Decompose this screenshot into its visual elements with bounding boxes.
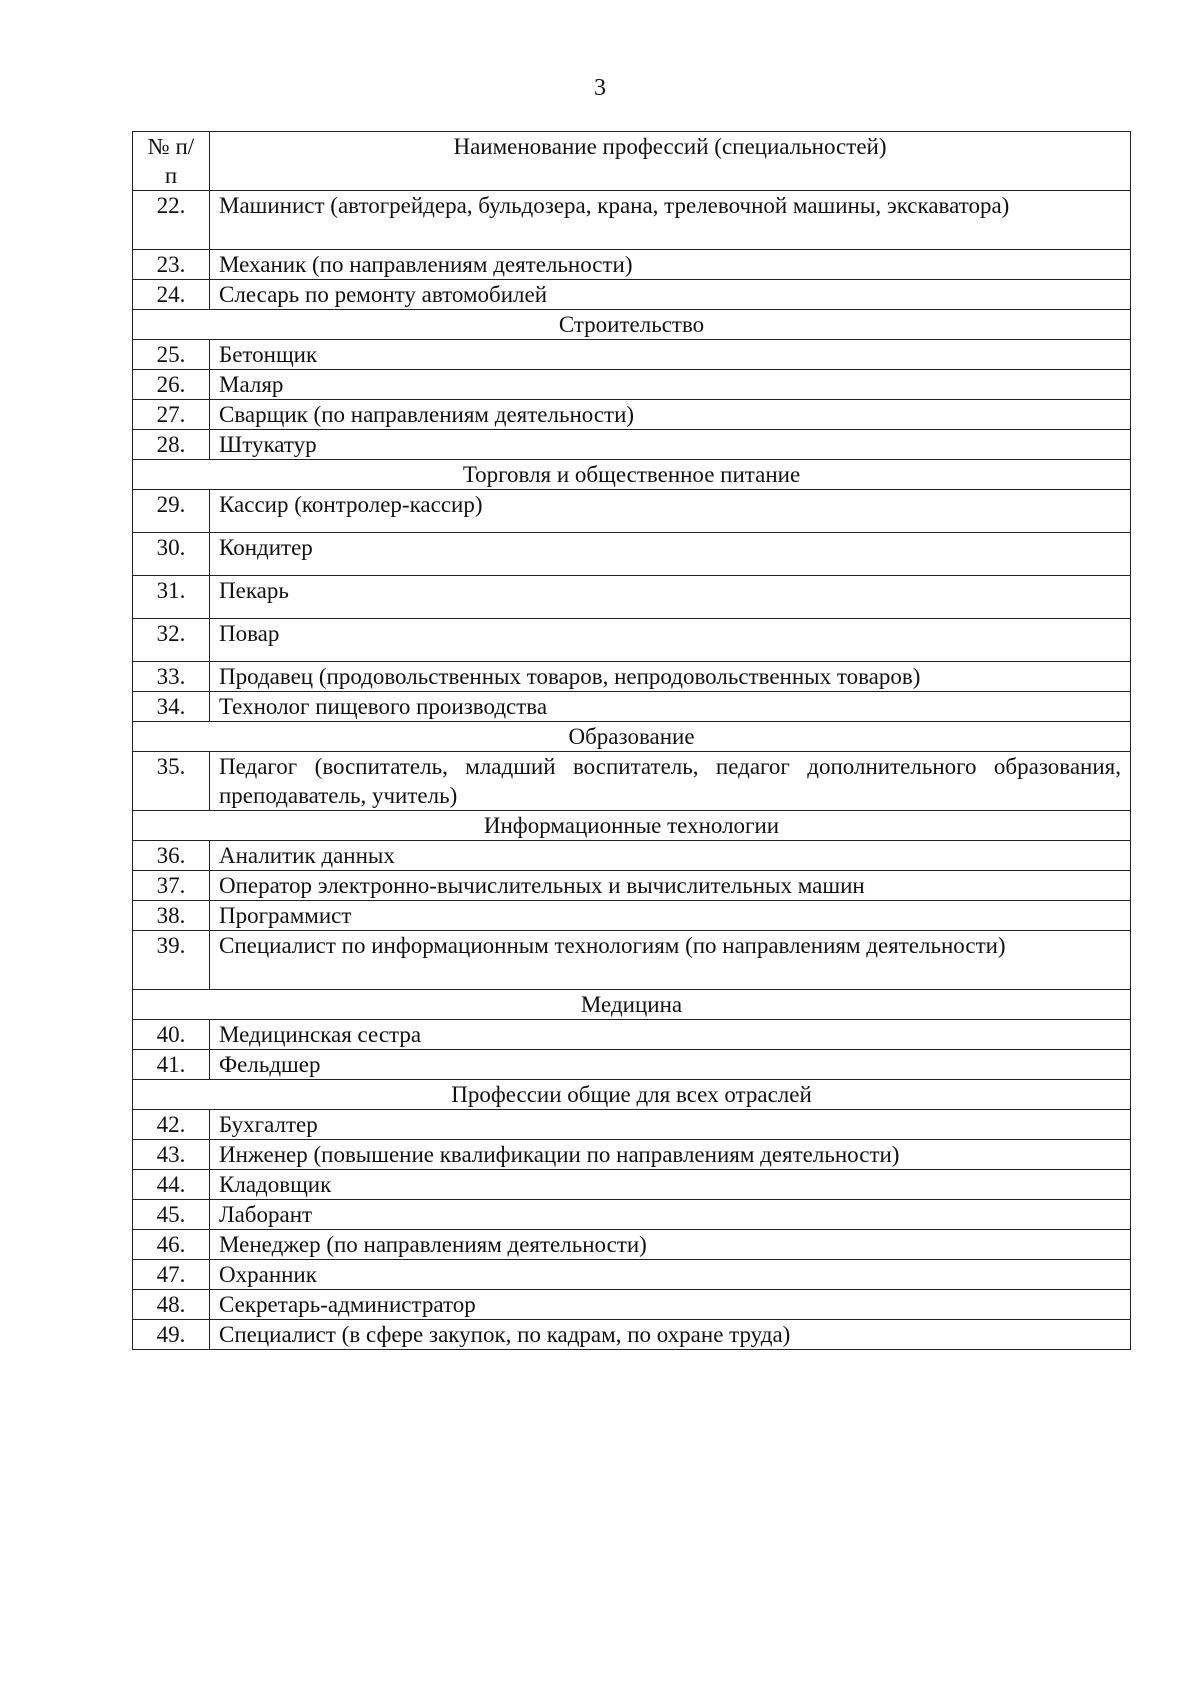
- row-profession: Оператор электронно-вычислительных и вычислительных машин: [210, 871, 1131, 901]
- row-number: 35.: [133, 752, 210, 811]
- table-row: [133, 370, 1131, 400]
- section-row: [133, 1080, 1131, 1110]
- row-profession: Секретарь-администратор: [210, 1290, 1131, 1320]
- table-row: [133, 533, 1131, 576]
- table-row: [133, 662, 1131, 692]
- row-number: 24.: [133, 280, 210, 310]
- table-row: [133, 1170, 1131, 1200]
- row-number: 42.: [133, 1110, 210, 1140]
- row-number: 33.: [133, 662, 210, 692]
- table-row: [133, 692, 1131, 722]
- row-number: 29.: [133, 490, 210, 533]
- row-profession: Слесарь по ремонту автомобилей: [210, 280, 1131, 310]
- row-number: 25.: [133, 340, 210, 370]
- row-number: 41.: [133, 1050, 210, 1080]
- row-profession: Кондитер: [210, 533, 1131, 576]
- table-row: [133, 901, 1131, 931]
- row-profession: Бетонщик: [210, 340, 1131, 370]
- row-profession: Программист: [210, 901, 1131, 931]
- row-profession: Лаборант: [210, 1200, 1131, 1230]
- table-row: [133, 1140, 1131, 1170]
- table-row: [133, 490, 1131, 533]
- row-number: 23.: [133, 250, 210, 280]
- table-row: [133, 280, 1131, 310]
- section-heading: Профессии общие для всех отраслей: [133, 1080, 1131, 1110]
- table-row: [133, 619, 1131, 662]
- row-number: 28.: [133, 430, 210, 460]
- row-profession: Сварщик (по направлениям деятельности): [210, 400, 1131, 430]
- table-row: [133, 1110, 1131, 1140]
- row-profession: Специалист по информационным технологиям (по направлениям деятельности): [210, 931, 1131, 990]
- row-number: 46.: [133, 1230, 210, 1260]
- table-row: [133, 250, 1131, 280]
- row-profession: Охранник: [210, 1260, 1131, 1290]
- section-heading: Торговля и общественное питание: [133, 460, 1131, 490]
- row-profession: Машинист (автогрейдера, бульдозера, крана, трелевочной машины, экскаватора): [210, 191, 1131, 250]
- row-number: 43.: [133, 1140, 210, 1170]
- row-profession: Аналитик данных: [210, 841, 1131, 871]
- row-profession: Механик (по направлениям деятельности): [210, 250, 1131, 280]
- row-profession: Продавец (продовольственных товаров, непродовольственных товаров): [210, 662, 1131, 692]
- row-profession: Повар: [210, 619, 1131, 662]
- table-row: [133, 430, 1131, 460]
- section-row: [133, 811, 1131, 841]
- row-number: 38.: [133, 901, 210, 931]
- table-row: [133, 1320, 1131, 1350]
- row-profession: Менеджер (по направлениям деятельности): [210, 1230, 1131, 1260]
- row-profession: Специалист (в сфере закупок, по кадрам, по охране труда): [210, 1320, 1131, 1350]
- table-row: [133, 1200, 1131, 1230]
- table-row: [133, 340, 1131, 370]
- row-profession: Маляр: [210, 370, 1131, 400]
- section-row: [133, 722, 1131, 752]
- row-number: 44.: [133, 1170, 210, 1200]
- table-row: [133, 1290, 1131, 1320]
- row-profession: Фельдшер: [210, 1050, 1131, 1080]
- professions-table: [132, 131, 1131, 1350]
- row-number: 27.: [133, 400, 210, 430]
- section-row: [133, 460, 1131, 490]
- section-heading: Строительство: [133, 310, 1131, 340]
- table-row: [133, 400, 1131, 430]
- row-number: 49.: [133, 1320, 210, 1350]
- table-row: [133, 931, 1131, 990]
- header-name: Наименование профессий (специальностей): [210, 132, 1131, 191]
- table-row: [133, 752, 1131, 811]
- row-number: 31.: [133, 576, 210, 619]
- row-number: 37.: [133, 871, 210, 901]
- row-number: 36.: [133, 841, 210, 871]
- table-row: [133, 841, 1131, 871]
- table-row: [133, 1230, 1131, 1260]
- section-heading: Информационные технологии: [133, 811, 1131, 841]
- row-profession: Пекарь: [210, 576, 1131, 619]
- row-number: 39.: [133, 931, 210, 990]
- row-profession: Бухгалтер: [210, 1110, 1131, 1140]
- section-heading: Образование: [133, 722, 1131, 752]
- table-row: [133, 191, 1131, 250]
- section-row: [133, 990, 1131, 1020]
- section-heading: Медицина: [133, 990, 1131, 1020]
- table-header-row: [133, 132, 1131, 191]
- table-row: [133, 1050, 1131, 1080]
- row-profession: Кассир (контролер-кассир): [210, 490, 1131, 533]
- row-number: 47.: [133, 1260, 210, 1290]
- row-number: 48.: [133, 1290, 210, 1320]
- row-profession: Медицинская сестра: [210, 1020, 1131, 1050]
- row-profession: Кладовщик: [210, 1170, 1131, 1200]
- row-number: 40.: [133, 1020, 210, 1050]
- row-number: 34.: [133, 692, 210, 722]
- table-row: [133, 1260, 1131, 1290]
- page-number: 3: [594, 75, 606, 101]
- row-number: 26.: [133, 370, 210, 400]
- row-number: 32.: [133, 619, 210, 662]
- header-num: № п/п: [133, 132, 210, 191]
- row-profession: Педагог (воспитатель, младший воспитатель, педагог дополнительного образования, преподаватель, учитель): [210, 752, 1131, 811]
- table-row: [133, 871, 1131, 901]
- row-profession: Инженер (повышение квалификации по направлениям деятельности): [210, 1140, 1131, 1170]
- section-row: [133, 310, 1131, 340]
- row-profession: Штукатур: [210, 430, 1131, 460]
- row-number: 30.: [133, 533, 210, 576]
- row-profession: Технолог пищевого производства: [210, 692, 1131, 722]
- table-row: [133, 1020, 1131, 1050]
- table-row: [133, 576, 1131, 619]
- row-number: 45.: [133, 1200, 210, 1230]
- row-number: 22.: [133, 191, 210, 250]
